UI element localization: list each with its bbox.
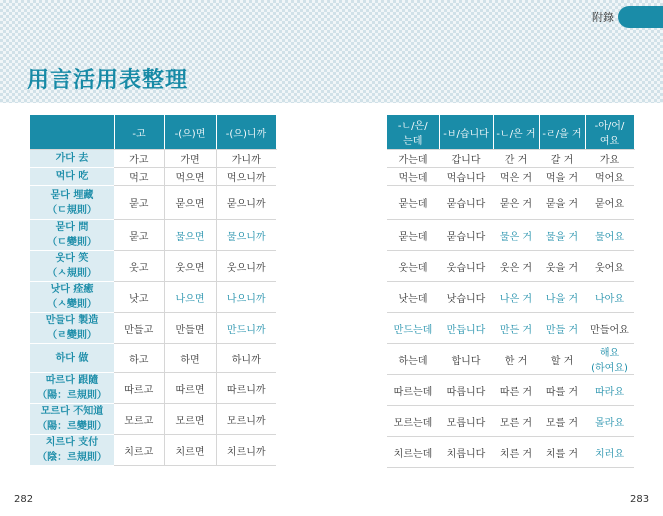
cell-line: 따른 거 <box>499 386 533 398</box>
conjugation-cell <box>585 150 634 168</box>
conjugation-cell: 하고 <box>114 344 164 373</box>
conjugation-cell <box>493 313 539 344</box>
conjugation-cell <box>539 150 585 168</box>
appendix-tab <box>618 6 663 28</box>
cell-line: 따라요 <box>595 386 624 398</box>
cell-line: 갈 거 <box>550 155 574 166</box>
right-conjugation-table <box>387 115 635 468</box>
cell-line: 간 거 <box>504 155 528 166</box>
verb-rule-note: （陽：르規則） <box>37 390 107 401</box>
cell-line: 모르는데 <box>393 417 433 429</box>
conjugation-cell <box>539 220 585 251</box>
verb-rule-note: （ㅅ變則） <box>47 299 97 310</box>
conjugation-cell <box>439 150 493 168</box>
verb-cell <box>30 404 114 435</box>
conjugation-cell: 가니까 <box>216 150 276 168</box>
cell-line: 따르는데 <box>393 386 433 398</box>
conjugation-cell: 하니까 <box>216 344 276 373</box>
cell-line: 모른 거 <box>499 417 533 429</box>
conjugation-cell <box>539 437 585 468</box>
conjugation-cell <box>387 313 439 344</box>
right-table-row <box>387 150 634 168</box>
cell-line: 웃습니다 <box>446 262 486 274</box>
conjugation-cell <box>439 186 493 220</box>
cell-line: 묻는데 <box>398 231 428 243</box>
conjugation-cell <box>387 186 439 220</box>
verb-cell <box>30 282 114 313</box>
conjugation-cell <box>493 150 539 168</box>
cell-line: 갑니다 <box>451 155 481 166</box>
verb-label: 낫다 痊癒 <box>50 284 94 295</box>
cell-line: 묻습니다 <box>446 231 486 243</box>
right-header-cell <box>585 115 634 150</box>
cell-line: 나을 거 <box>545 293 579 305</box>
verb-label: 모르다 不知道 <box>40 406 104 417</box>
conjugation-cell <box>585 168 634 186</box>
conjugation-cell: 하면 <box>164 344 216 373</box>
left-table-row <box>30 168 276 186</box>
verb-cell <box>30 220 114 251</box>
cell-line: 물어요 <box>595 231 624 243</box>
cell-line: 먹습니다 <box>446 173 486 184</box>
conjugation-cell: 나으니까 <box>216 282 276 313</box>
header-line: -ㄴ/은 거 <box>496 128 536 140</box>
conjugation-cell <box>585 344 634 375</box>
left-table-corner <box>30 115 114 150</box>
conjugation-cell <box>539 168 585 186</box>
conjugation-cell: 모르니까 <box>216 404 276 435</box>
conjugation-cell: 만들고 <box>114 313 164 344</box>
conjugation-cell <box>585 282 634 313</box>
conjugation-cell: 가면 <box>164 150 216 168</box>
verb-label: 만들다 製造 <box>45 315 99 326</box>
cell-line: 나아요 <box>595 293 624 305</box>
conjugation-cell <box>539 186 585 220</box>
cell-line: 웃어요 <box>595 262 624 274</box>
conjugation-cell: 따르니까 <box>216 373 276 404</box>
verb-label: 치르다 支付 <box>45 437 99 448</box>
conjugation-cell: 모르면 <box>164 404 216 435</box>
conjugation-cell <box>539 313 585 344</box>
cell-line: 치르는데 <box>393 448 433 460</box>
right-table-row <box>387 313 634 344</box>
conjugation-cell <box>439 406 493 437</box>
cell-line: 나은 거 <box>499 293 533 305</box>
conjugation-cell <box>439 168 493 186</box>
cell-line: 묻어요 <box>595 199 624 210</box>
cell-line: 모릅니다 <box>446 417 486 429</box>
cell-line: 치러요 <box>595 448 624 460</box>
cell-line: 묻습니다 <box>446 199 486 210</box>
right-table-row <box>387 375 634 406</box>
conjugation-cell <box>439 313 493 344</box>
cell-line: 묻을 거 <box>545 199 579 210</box>
left-table-row <box>30 344 276 373</box>
conjugation-cell <box>493 406 539 437</box>
right-table-row <box>387 220 634 251</box>
conjugation-cell: 치르니까 <box>216 435 276 466</box>
cell-line: (하여요) <box>591 363 628 374</box>
cell-line: 하는데 <box>398 355 428 367</box>
cell-line: 웃을 거 <box>545 262 579 274</box>
conjugation-cell <box>585 313 634 344</box>
conjugation-cell: 치르면 <box>164 435 216 466</box>
right-table-row <box>387 344 634 375</box>
left-table-row <box>30 282 276 313</box>
conjugation-cell <box>387 282 439 313</box>
cell-line: 낫는데 <box>398 293 428 305</box>
cell-line: 웃는데 <box>398 262 428 274</box>
right-header-cell <box>539 115 585 150</box>
right-table-row <box>387 406 634 437</box>
conjugation-cell: 웃고 <box>114 251 164 282</box>
cell-line: 가요 <box>599 155 620 166</box>
left-conjugation-table <box>30 115 277 466</box>
conjugation-cell <box>493 375 539 406</box>
conjugation-cell <box>387 437 439 468</box>
conjugation-cell: 묻으니까 <box>216 186 276 220</box>
cell-line: 만드는데 <box>393 324 433 336</box>
verb-cell <box>30 150 114 168</box>
cell-line: 치를 거 <box>545 448 579 460</box>
right-table-row <box>387 168 634 186</box>
cell-line: 묻은 거 <box>499 199 533 210</box>
conjugation-cell <box>387 150 439 168</box>
conjugation-cell: 웃으니까 <box>216 251 276 282</box>
left-table-row <box>30 313 276 344</box>
conjugation-cell: 가고 <box>114 150 164 168</box>
left-table-row <box>30 186 276 220</box>
conjugation-cell <box>387 344 439 375</box>
verb-label: 묻다 埋藏 <box>50 189 94 201</box>
conjugation-cell <box>387 375 439 406</box>
conjugation-cell <box>585 406 634 437</box>
conjugation-cell <box>387 168 439 186</box>
conjugation-cell <box>439 344 493 375</box>
conjugation-cell: 먹으면 <box>164 168 216 186</box>
conjugation-cell <box>493 168 539 186</box>
conjugation-cell: 묻고 <box>114 186 164 220</box>
conjugation-cell: 물으니까 <box>216 220 276 251</box>
cell-line: 만들어요 <box>590 324 629 336</box>
cell-line: 만들 거 <box>545 324 579 336</box>
right-table-header-row <box>387 115 634 150</box>
verb-label: 가다 去 <box>55 153 89 164</box>
header-line: -아/어/ <box>594 121 625 132</box>
conjugation-cell <box>493 251 539 282</box>
cell-line: 먹어요 <box>595 173 624 184</box>
conjugation-cell: 먹고 <box>114 168 164 186</box>
conjugation-cell <box>439 375 493 406</box>
conjugation-cell: 낫고 <box>114 282 164 313</box>
conjugation-cell <box>539 251 585 282</box>
conjugation-cell: 물으면 <box>164 220 216 251</box>
left-table-row <box>30 404 276 435</box>
header-line: -ㄹ/을 거 <box>542 128 582 140</box>
conjugation-cell <box>387 220 439 251</box>
left-table-row <box>30 373 276 404</box>
cell-line: 치른 거 <box>499 448 533 460</box>
conjugation-cell <box>585 186 634 220</box>
conjugation-cell <box>387 251 439 282</box>
page-title: 用言活用表整理 <box>27 68 189 93</box>
verb-cell <box>30 313 114 344</box>
conjugation-cell <box>539 375 585 406</box>
conjugation-cell <box>439 437 493 468</box>
conjugation-cell: 모르고 <box>114 404 164 435</box>
conjugation-cell <box>539 282 585 313</box>
cell-line: 먹을 거 <box>545 173 579 184</box>
verb-label: 하다 做 <box>55 352 89 364</box>
cell-line: 만든 거 <box>499 324 533 336</box>
page-number-right: 283 <box>630 494 650 505</box>
left-table-row <box>30 435 276 466</box>
conjugation-cell <box>439 220 493 251</box>
conjugation-cell <box>585 220 634 251</box>
cell-line: 모를 거 <box>545 417 579 429</box>
left-header-cell: -(으)니까 <box>216 115 276 150</box>
right-header-cell <box>387 115 439 150</box>
verb-cell <box>30 168 114 186</box>
right-header-cell <box>439 115 493 150</box>
conjugation-cell: 묻고 <box>114 220 164 251</box>
cell-line: 물을 거 <box>545 231 579 243</box>
left-header-cell: -고 <box>114 115 164 150</box>
conjugation-cell: 만들면 <box>164 313 216 344</box>
cell-line: 치릅니다 <box>446 448 486 460</box>
right-header-cell <box>493 115 539 150</box>
left-header-cell: -(으)면 <box>164 115 216 150</box>
verb-cell <box>30 435 114 466</box>
right-table-row <box>387 251 634 282</box>
conjugation-cell <box>439 251 493 282</box>
conjugation-cell: 만드니까 <box>216 313 276 344</box>
cell-line: 할 거 <box>550 355 574 367</box>
cell-line: 묻는데 <box>398 199 428 210</box>
conjugation-cell: 따르면 <box>164 373 216 404</box>
header-line: -ㄴ/은/ <box>397 121 428 132</box>
cell-line: 따를 거 <box>545 386 579 398</box>
left-table-row <box>30 251 276 282</box>
conjugation-cell <box>493 220 539 251</box>
cell-line: 낫습니다 <box>446 293 486 305</box>
conjugation-cell: 웃으면 <box>164 251 216 282</box>
conjugation-cell <box>493 344 539 375</box>
conjugation-cell: 먹으니까 <box>216 168 276 186</box>
left-table-row <box>30 150 276 168</box>
conjugation-cell <box>585 251 634 282</box>
cell-line: 만듭니다 <box>446 324 486 336</box>
verb-label: 묻다 問 <box>55 222 89 233</box>
conjugation-cell <box>439 282 493 313</box>
page-number-left: 282 <box>14 494 34 505</box>
conjugation-cell <box>539 344 585 375</box>
left-table-header-row <box>30 115 276 150</box>
verb-rule-note: （陽：르變則） <box>37 421 107 432</box>
verb-rule-note: （ㄹ變則） <box>47 330 97 341</box>
cell-line: 해요 <box>599 348 620 359</box>
verb-label: 먹다 吃 <box>55 171 89 182</box>
right-table-row <box>387 282 634 313</box>
conjugation-cell <box>493 437 539 468</box>
header-line: 여요 <box>599 136 620 147</box>
conjugation-cell: 치르고 <box>114 435 164 466</box>
verb-rule-note: （ㅅ規則） <box>47 268 97 279</box>
verb-rule-note: （ㄷ變則） <box>47 237 97 248</box>
left-table-row <box>30 220 276 251</box>
conjugation-cell: 따르고 <box>114 373 164 404</box>
verb-cell <box>30 373 114 404</box>
conjugation-cell <box>387 406 439 437</box>
verb-cell <box>30 344 114 373</box>
cell-line: 웃은 거 <box>499 262 533 274</box>
conjugation-cell <box>585 375 634 406</box>
section-label: 附錄 <box>592 11 614 24</box>
header-line: 는데 <box>403 136 423 147</box>
conjugation-cell <box>493 186 539 220</box>
cell-line: 가는데 <box>398 155 428 166</box>
cell-line: 먹은 거 <box>499 173 533 184</box>
conjugation-cell: 묻으면 <box>164 186 216 220</box>
cell-line: 한 거 <box>504 355 528 367</box>
verb-rule-note: （ㄷ規則） <box>47 204 97 216</box>
verb-rule-note: （陰：르規則） <box>37 452 107 463</box>
conjugation-cell <box>585 437 634 468</box>
conjugation-cell <box>539 406 585 437</box>
verb-label: 웃다 笑 <box>55 253 89 264</box>
cell-line: 합니다 <box>451 355 481 367</box>
cell-line: 몰라요 <box>595 417 624 429</box>
right-table-row <box>387 186 634 220</box>
cell-line: 따릅니다 <box>446 386 486 398</box>
cell-line: 먹는데 <box>398 173 428 184</box>
verb-cell <box>30 186 114 220</box>
header-line: -ㅂ/습니다 <box>443 128 489 140</box>
conjugation-cell <box>493 282 539 313</box>
conjugation-cell: 나으면 <box>164 282 216 313</box>
verb-cell <box>30 251 114 282</box>
verb-label: 따르다 跟隨 <box>45 375 99 386</box>
right-table-row <box>387 437 634 468</box>
cell-line: 물은 거 <box>499 231 533 243</box>
